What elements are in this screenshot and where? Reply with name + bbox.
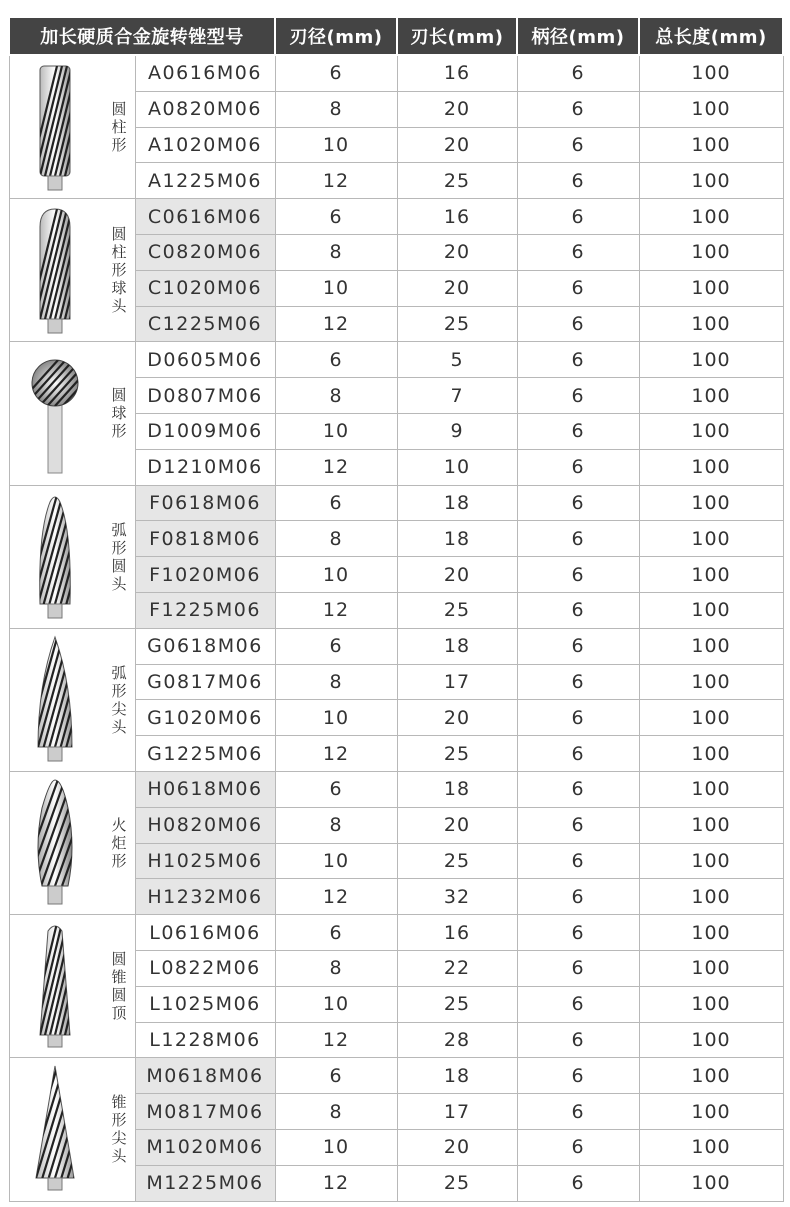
blade-length-cell: 7 xyxy=(397,378,517,414)
total-length-cell: 100 xyxy=(639,91,783,127)
blade-diameter-cell: 10 xyxy=(275,843,397,879)
blade-diameter-cell: 12 xyxy=(275,163,397,199)
blade-length-cell: 9 xyxy=(397,413,517,449)
model-cell: D0807M06 xyxy=(135,378,275,414)
total-length-cell: 100 xyxy=(639,807,783,843)
blade-diameter-cell: 8 xyxy=(275,91,397,127)
shank-diameter-cell: 6 xyxy=(517,234,639,270)
table-row xyxy=(9,342,783,378)
shape-cell xyxy=(9,485,135,628)
shank-diameter-cell: 6 xyxy=(517,1058,639,1094)
shank-diameter-cell: 6 xyxy=(517,270,639,306)
total-length-cell: 100 xyxy=(639,270,783,306)
total-length-cell: 100 xyxy=(639,700,783,736)
model-cell: H0618M06 xyxy=(135,771,275,807)
total-length-cell: 100 xyxy=(639,1094,783,1130)
blade-diameter-cell: 6 xyxy=(275,1058,397,1094)
blade-diameter-cell: 10 xyxy=(275,986,397,1022)
model-cell: C1225M06 xyxy=(135,306,275,342)
shank-diameter-cell: 6 xyxy=(517,915,639,951)
shank-diameter-cell: 6 xyxy=(517,592,639,628)
model-cell: F1020M06 xyxy=(135,557,275,593)
shank-diameter-cell: 6 xyxy=(517,950,639,986)
model-cell: F0618M06 xyxy=(135,485,275,521)
shank-diameter-cell: 6 xyxy=(517,485,639,521)
blade-length-cell: 5 xyxy=(397,342,517,378)
blade-length-cell: 20 xyxy=(397,807,517,843)
total-length-cell: 100 xyxy=(639,879,783,915)
total-length-cell: 100 xyxy=(639,771,783,807)
total-length-cell: 100 xyxy=(639,306,783,342)
blade-length-cell: 20 xyxy=(397,270,517,306)
shape-label: 圆锥圆顶 xyxy=(111,950,128,1023)
blade-length-cell: 20 xyxy=(397,91,517,127)
blade-diameter-cell: 12 xyxy=(275,736,397,772)
shank-diameter-cell: 6 xyxy=(517,1129,639,1165)
blade-diameter-cell: 6 xyxy=(275,55,397,91)
blade-diameter-cell: 12 xyxy=(275,306,397,342)
shank-diameter-cell: 6 xyxy=(517,342,639,378)
blade-diameter-cell: 8 xyxy=(275,378,397,414)
table-row xyxy=(9,485,783,521)
shank-diameter-cell: 6 xyxy=(517,55,639,91)
blade-diameter-cell: 12 xyxy=(275,1022,397,1058)
model-cell: D1009M06 xyxy=(135,413,275,449)
model-cell: M1225M06 xyxy=(135,1165,275,1201)
blade-length-cell: 20 xyxy=(397,127,517,163)
blade-diameter-cell: 8 xyxy=(275,521,397,557)
blade-length-cell: 18 xyxy=(397,628,517,664)
shape-label: 圆柱形球头 xyxy=(111,225,128,316)
blade-diameter-cell: 10 xyxy=(275,127,397,163)
blade-diameter-cell: 10 xyxy=(275,557,397,593)
shank-diameter-cell: 6 xyxy=(517,521,639,557)
blade-length-cell: 22 xyxy=(397,950,517,986)
total-length-cell: 100 xyxy=(639,342,783,378)
shank-diameter-cell: 6 xyxy=(517,1022,639,1058)
blade-length-cell: 18 xyxy=(397,1058,517,1094)
blade-length-cell: 25 xyxy=(397,843,517,879)
blade-length-cell: 20 xyxy=(397,1129,517,1165)
blade-diameter-cell: 10 xyxy=(275,413,397,449)
table-row xyxy=(9,771,783,807)
shank-diameter-cell: 6 xyxy=(517,1094,639,1130)
model-cell: F1225M06 xyxy=(135,592,275,628)
blade-length-cell: 20 xyxy=(397,557,517,593)
model-cell: M0817M06 xyxy=(135,1094,275,1130)
shank-diameter-cell: 6 xyxy=(517,664,639,700)
shank-diameter-cell: 6 xyxy=(517,1165,639,1201)
blade-length-cell: 28 xyxy=(397,1022,517,1058)
blade-length-cell: 25 xyxy=(397,736,517,772)
blade-length-cell: 16 xyxy=(397,199,517,235)
shape-label: 圆柱形 xyxy=(111,100,128,155)
total-length-cell: 100 xyxy=(639,378,783,414)
blade-length-cell: 25 xyxy=(397,163,517,199)
shank-diameter-cell: 6 xyxy=(517,879,639,915)
total-length-cell: 100 xyxy=(639,915,783,951)
shank-diameter-cell: 6 xyxy=(517,306,639,342)
model-cell: A0820M06 xyxy=(135,91,275,127)
header-model: 加长硬质合金旋转锉型号 xyxy=(9,17,275,55)
shank-diameter-cell: 6 xyxy=(517,843,639,879)
total-length-cell: 100 xyxy=(639,485,783,521)
total-length-cell: 100 xyxy=(639,736,783,772)
shank-diameter-cell: 6 xyxy=(517,771,639,807)
total-length-cell: 100 xyxy=(639,557,783,593)
total-length-cell: 100 xyxy=(639,199,783,235)
table-row xyxy=(9,628,783,664)
blade-diameter-cell: 12 xyxy=(275,449,397,485)
shape-label: 弧形圆头 xyxy=(111,520,128,593)
total-length-cell: 100 xyxy=(639,413,783,449)
model-cell: G0618M06 xyxy=(135,628,275,664)
blade-diameter-cell: 8 xyxy=(275,950,397,986)
model-cell: D0605M06 xyxy=(135,342,275,378)
table-header-row xyxy=(9,17,783,55)
blade-diameter-cell: 8 xyxy=(275,807,397,843)
shank-diameter-cell: 6 xyxy=(517,91,639,127)
total-length-cell: 100 xyxy=(639,234,783,270)
blade-diameter-cell: 8 xyxy=(275,664,397,700)
blade-length-cell: 18 xyxy=(397,771,517,807)
model-cell: G1225M06 xyxy=(135,736,275,772)
blade-length-cell: 17 xyxy=(397,1094,517,1130)
total-length-cell: 100 xyxy=(639,1022,783,1058)
blade-length-cell: 16 xyxy=(397,55,517,91)
shape-cell xyxy=(9,628,135,771)
model-cell: H0820M06 xyxy=(135,807,275,843)
shape-cell xyxy=(9,199,135,342)
blade-diameter-cell: 6 xyxy=(275,628,397,664)
shape-label: 弧形尖头 xyxy=(111,663,128,736)
shank-diameter-cell: 6 xyxy=(517,986,639,1022)
shape-label: 锥形尖头 xyxy=(111,1093,128,1166)
blade-diameter-cell: 10 xyxy=(275,700,397,736)
shank-diameter-cell: 6 xyxy=(517,163,639,199)
table-row xyxy=(9,1058,783,1094)
blade-diameter-cell: 8 xyxy=(275,1094,397,1130)
blade-length-cell: 17 xyxy=(397,664,517,700)
shape-cell xyxy=(9,1058,135,1201)
model-cell: C0820M06 xyxy=(135,234,275,270)
blade-length-cell: 10 xyxy=(397,449,517,485)
blade-length-cell: 25 xyxy=(397,306,517,342)
total-length-cell: 100 xyxy=(639,1129,783,1165)
model-cell: A1020M06 xyxy=(135,127,275,163)
blade-diameter-cell: 6 xyxy=(275,485,397,521)
burr-spec-table xyxy=(8,16,784,1202)
shank-diameter-cell: 6 xyxy=(517,449,639,485)
model-cell: A1225M06 xyxy=(135,163,275,199)
shank-diameter-cell: 6 xyxy=(517,413,639,449)
header-total-length: 总长度(mm) xyxy=(639,17,783,55)
total-length-cell: 100 xyxy=(639,55,783,91)
total-length-cell: 100 xyxy=(639,664,783,700)
header-shank-diameter: 柄径(mm) xyxy=(517,17,639,55)
model-cell: L0616M06 xyxy=(135,915,275,951)
total-length-cell: 100 xyxy=(639,843,783,879)
blade-length-cell: 16 xyxy=(397,915,517,951)
shape-label: 火炬形 xyxy=(111,816,128,871)
shape-cell xyxy=(9,55,135,199)
model-cell: A0616M06 xyxy=(135,55,275,91)
blade-length-cell: 32 xyxy=(397,879,517,915)
header-blade-length: 刃长(mm) xyxy=(397,17,517,55)
total-length-cell: 100 xyxy=(639,521,783,557)
blade-length-cell: 25 xyxy=(397,1165,517,1201)
model-cell: C0616M06 xyxy=(135,199,275,235)
header-blade-diameter: 刃径(mm) xyxy=(275,17,397,55)
table-row xyxy=(9,55,783,91)
total-length-cell: 100 xyxy=(639,163,783,199)
blade-diameter-cell: 8 xyxy=(275,234,397,270)
model-cell: F0818M06 xyxy=(135,521,275,557)
blade-length-cell: 25 xyxy=(397,986,517,1022)
model-cell: H1232M06 xyxy=(135,879,275,915)
blade-diameter-cell: 6 xyxy=(275,342,397,378)
total-length-cell: 100 xyxy=(639,127,783,163)
shape-cell xyxy=(9,771,135,914)
model-cell: M0618M06 xyxy=(135,1058,275,1094)
blade-diameter-cell: 6 xyxy=(275,199,397,235)
model-cell: C1020M06 xyxy=(135,270,275,306)
total-length-cell: 100 xyxy=(639,449,783,485)
shank-diameter-cell: 6 xyxy=(517,700,639,736)
total-length-cell: 100 xyxy=(639,628,783,664)
table-row xyxy=(9,199,783,235)
model-cell: G1020M06 xyxy=(135,700,275,736)
blade-length-cell: 20 xyxy=(397,700,517,736)
model-cell: H1025M06 xyxy=(135,843,275,879)
table-row xyxy=(9,915,783,951)
model-cell: M1020M06 xyxy=(135,1129,275,1165)
shape-cell xyxy=(9,342,135,485)
blade-length-cell: 25 xyxy=(397,592,517,628)
total-length-cell: 100 xyxy=(639,1058,783,1094)
shank-diameter-cell: 6 xyxy=(517,628,639,664)
model-cell: L0822M06 xyxy=(135,950,275,986)
total-length-cell: 100 xyxy=(639,592,783,628)
blade-diameter-cell: 10 xyxy=(275,270,397,306)
blade-diameter-cell: 6 xyxy=(275,915,397,951)
blade-diameter-cell: 12 xyxy=(275,879,397,915)
total-length-cell: 100 xyxy=(639,986,783,1022)
blade-length-cell: 18 xyxy=(397,521,517,557)
blade-diameter-cell: 12 xyxy=(275,1165,397,1201)
model-cell: G0817M06 xyxy=(135,664,275,700)
model-cell: L1025M06 xyxy=(135,986,275,1022)
shape-label: 圆球形 xyxy=(111,386,128,441)
total-length-cell: 100 xyxy=(639,950,783,986)
blade-diameter-cell: 10 xyxy=(275,1129,397,1165)
model-cell: L1228M06 xyxy=(135,1022,275,1058)
shank-diameter-cell: 6 xyxy=(517,557,639,593)
shank-diameter-cell: 6 xyxy=(517,807,639,843)
blade-length-cell: 18 xyxy=(397,485,517,521)
shank-diameter-cell: 6 xyxy=(517,378,639,414)
total-length-cell: 100 xyxy=(639,1165,783,1201)
model-cell: D1210M06 xyxy=(135,449,275,485)
shape-cell xyxy=(9,915,135,1058)
blade-diameter-cell: 12 xyxy=(275,592,397,628)
blade-length-cell: 20 xyxy=(397,234,517,270)
shank-diameter-cell: 6 xyxy=(517,199,639,235)
blade-diameter-cell: 6 xyxy=(275,771,397,807)
shank-diameter-cell: 6 xyxy=(517,127,639,163)
shank-diameter-cell: 6 xyxy=(517,736,639,772)
